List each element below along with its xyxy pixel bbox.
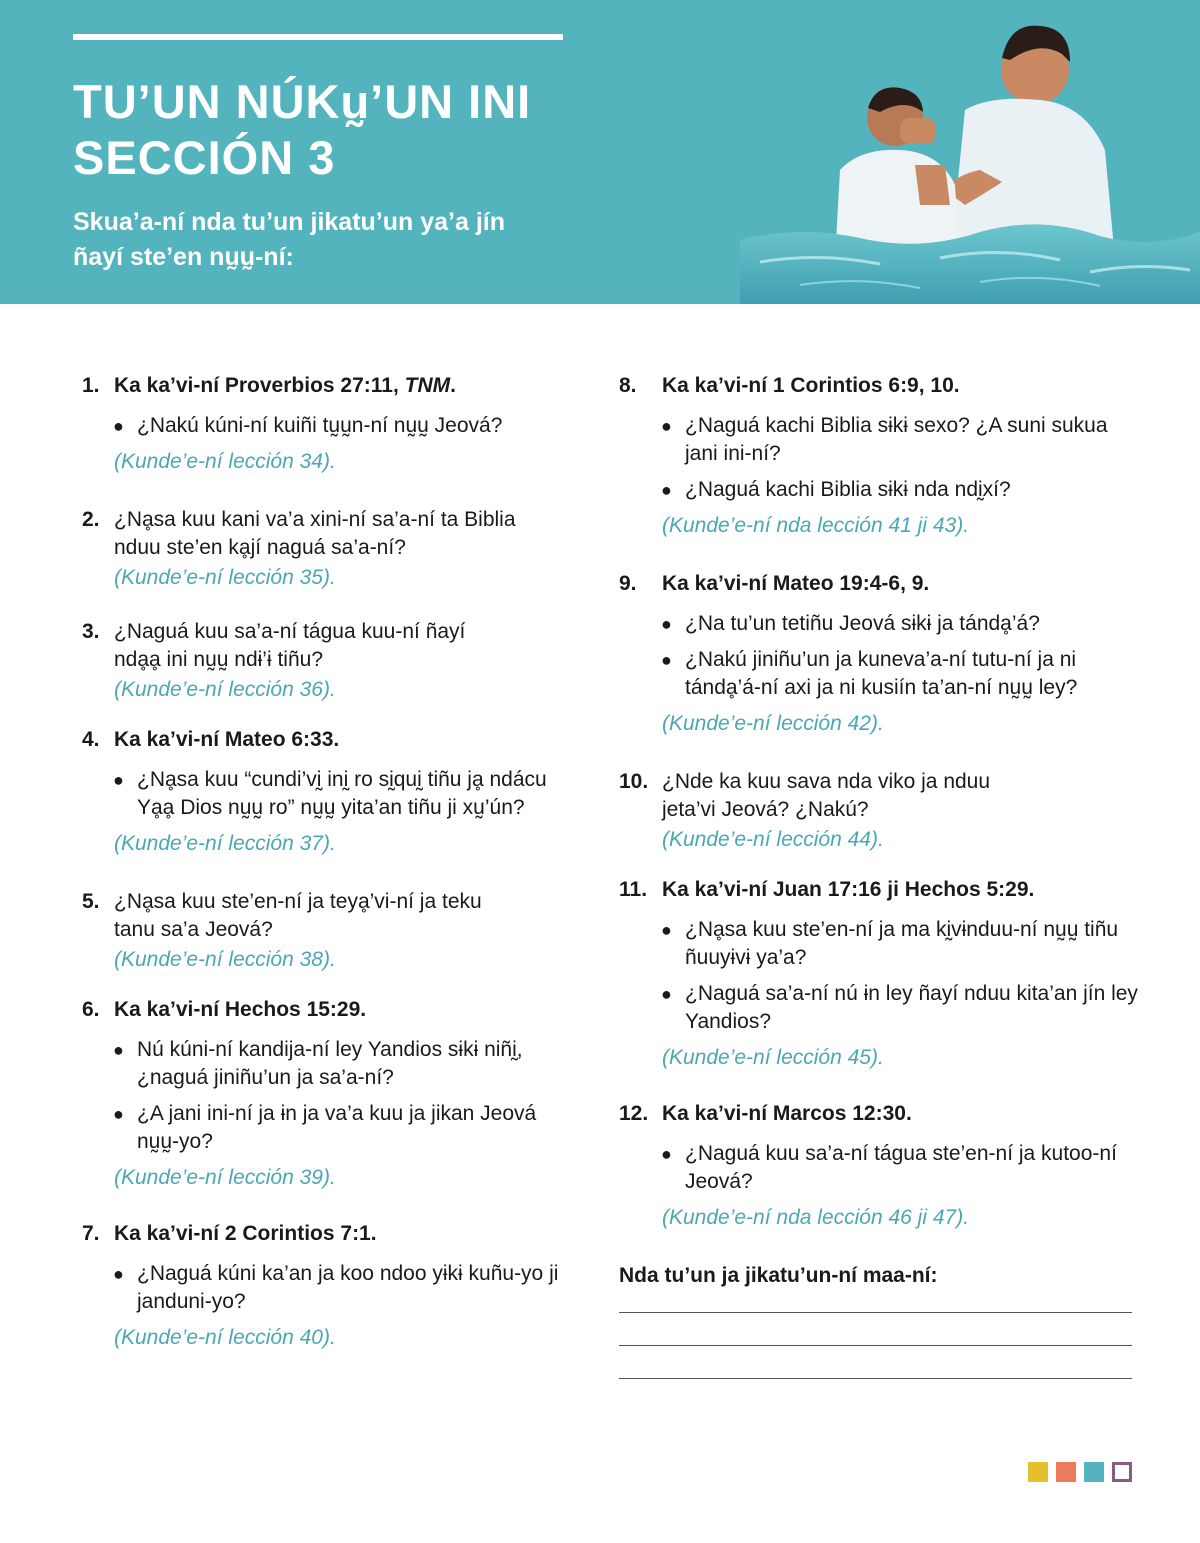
question-line: tanu sa’a Jeová?: [114, 918, 273, 941]
bullet-dot-icon: ●: [661, 650, 672, 670]
lesson-reference: (Kunde’e-ní nda lección 46 ji 47).: [662, 1206, 970, 1229]
question-heading-em: TNM: [404, 374, 451, 397]
bullet-item: [619, 476, 1139, 504]
question-text: [82, 996, 582, 1024]
bullet-text: ¿Na tu’un tetiñu Jeová sɨkɨ ja tándḁ’á?: [685, 612, 1040, 635]
question-item: [82, 996, 582, 1192]
question-bullets: [619, 916, 1139, 1036]
question-number: 2.: [82, 508, 100, 531]
bullet-dot-icon: ●: [661, 1144, 672, 1164]
question-text: [82, 888, 582, 944]
lesson-reference: (Kunde’e-ní lección 38).: [114, 948, 336, 971]
bullet-item: [82, 766, 582, 822]
question-text: [82, 618, 582, 674]
question-bullets: [82, 1036, 582, 1156]
question-bullets: [82, 766, 582, 822]
question-heading: Ka ka’vi-ní Marcos 12:30.: [662, 1102, 912, 1125]
bullet-dot-icon: ●: [661, 984, 672, 1004]
lesson-reference: (Kunde’e-ní lección 44).: [662, 828, 884, 851]
question-text: [619, 1100, 1139, 1128]
bullet-dot-icon: ●: [661, 480, 672, 500]
question-text: [619, 372, 1139, 400]
question-heading: Ka ka’vi-ní Hechos 15:29.: [114, 998, 367, 1021]
question-heading: Ka ka’vi-ní Juan 17:16 ji Hechos 5:29.: [662, 878, 1035, 901]
question-heading: Ka ka’vi-ní Proverbios 27:11,: [114, 374, 405, 397]
lesson-reference: (Kunde’e-ní lección 34).: [114, 450, 336, 473]
page-title: [73, 74, 693, 186]
question-bullets: [619, 1140, 1139, 1196]
bullet-item: [619, 412, 1139, 468]
question-item: [619, 570, 1139, 738]
question-text: [619, 768, 1139, 824]
lesson-reference: (Kunde’e-ní lección 39).: [114, 1166, 336, 1189]
question-heading: Ka ka’vi-ní 1 Corintios 6:9, 10.: [662, 374, 960, 397]
bullet-text: Nú kúni-ní kandija-ní ley Yandios sɨkɨ niñḭ, ¿naguá jiniñu’un ja sa’a-ní?: [137, 1038, 523, 1089]
lesson-reference: (Kunde’e-ní nda lección 41 ji 43).: [662, 514, 970, 537]
question-line: ¿Nde ka kuu sava nda viko ja nduu: [662, 770, 991, 793]
note-blank-line: [619, 1312, 1132, 1313]
bullet-text: ¿Naguá kachi Biblia sɨkɨ sexo? ¿A suni sukua jani ini-ní?: [685, 414, 1108, 465]
question-item: [82, 618, 582, 704]
question-item: [82, 372, 582, 476]
bullet-dot-icon: ●: [113, 770, 124, 790]
bullet-dot-icon: ●: [113, 1040, 124, 1060]
lesson-reference: (Kunde’e-ní lección 42).: [662, 712, 884, 735]
question-heading-tail: .: [450, 374, 456, 397]
questions-right-column: [619, 372, 1139, 1379]
subtitle-line-2: ñayí ste’en nṵṵ-ní:: [73, 243, 294, 271]
question-line: nduu ste’en kḁjí naguá sa’a-ní?: [114, 536, 406, 559]
question-bullets: [619, 412, 1139, 504]
color-square: [1056, 1462, 1076, 1482]
header-rule: [73, 34, 563, 40]
question-number: 6.: [82, 998, 100, 1021]
section-header: [0, 0, 1200, 304]
question-text: [82, 506, 582, 562]
subtitle-line-1: Skua’a-ní nda tu’un jikatu’un ya’a jín: [73, 208, 506, 236]
question-item: [619, 768, 1139, 854]
question-bullets: [619, 610, 1139, 702]
title-line-2: SECCIÓN 3: [73, 131, 336, 184]
bullet-item: [619, 980, 1139, 1036]
question-item: [619, 876, 1139, 1072]
question-item: [82, 1220, 582, 1352]
question-item: [82, 506, 582, 592]
question-text: [619, 876, 1139, 904]
notes-label: Nda tu’un ja jikatu’un-ní maa-ní:: [619, 1264, 938, 1287]
color-square: [1112, 1462, 1132, 1482]
question-number: 8.: [619, 374, 637, 397]
bullet-text: ¿Naguá sa’a-ní nú ɨn ley ñayí nduu kita’an jín ley Yandios?: [685, 982, 1138, 1033]
question-text: [619, 570, 1139, 598]
bullet-text: ¿Naguá kuu sa’a-ní tágua ste’en-ní ja kutoo-ní Jeová?: [685, 1142, 1117, 1193]
bullet-text: ¿Naguá kúni ka’an ja koo ndoo yɨkɨ kuñu-yo ji janduni-yo?: [137, 1262, 559, 1313]
question-bullets: [82, 412, 582, 440]
bullet-item: [82, 1036, 582, 1092]
question-item: [619, 372, 1139, 540]
question-number: 3.: [82, 620, 100, 643]
color-square: [1084, 1462, 1104, 1482]
bullet-text: ¿Nḁsa kuu ste’en-ní ja ma kḭvɨnduu-ní nṵṵ tiñu ñuuyɨvɨ ya’a?: [685, 918, 1119, 969]
bullet-item: [82, 412, 582, 440]
question-number: 9.: [619, 572, 637, 595]
question-line: jeta’vi Jeová? ¿Nakú?: [662, 798, 869, 821]
lesson-reference: (Kunde’e-ní lección 35).: [114, 566, 336, 589]
bullet-text: ¿A jani ini-ní ja ɨn ja va’a kuu ja jikan Jeová nṵṵ-yo?: [137, 1102, 537, 1153]
question-line: ndḁḁ ini nṵṵ ndɨ’ɨ tiñu?: [114, 648, 323, 671]
bullet-item: [619, 646, 1139, 702]
bullet-text: ¿Nakú kúni-ní kuiñi tṵṵn-ní nṵṵ Jeová?: [137, 414, 503, 437]
bullet-item: [619, 916, 1139, 972]
question-item: [619, 1100, 1139, 1232]
question-text: [82, 372, 582, 400]
bullet-item: [619, 1140, 1139, 1196]
question-heading: Ka ka’vi-ní 2 Corintios 7:1.: [114, 1222, 377, 1245]
bullet-item: [619, 610, 1139, 638]
question-number: 5.: [82, 890, 100, 913]
questions-left-column: [82, 372, 582, 1352]
page-subtitle: [73, 205, 633, 275]
question-item: [82, 726, 582, 858]
bullet-dot-icon: ●: [113, 1264, 124, 1284]
question-line: ¿Nḁsa kuu kani va’a xini-ní sa’a-ní ta Biblia: [114, 508, 516, 531]
bullet-dot-icon: ●: [661, 920, 672, 940]
question-line: ¿Nḁsa kuu ste’en-ní ja teyḁ’vi-ní ja teku: [114, 890, 482, 913]
bullet-text: ¿Nḁsa kuu “cundi’vḭ inḭ ro sḭquḭ tiñu jḁ ndácu Yḁḁ Dios nṵṵ ro” nṵṵ yita’an tiñu ji xṵ’ún?: [137, 768, 547, 819]
bullet-item: [82, 1100, 582, 1156]
bullet-dot-icon: ●: [661, 416, 672, 436]
bullet-dot-icon: ●: [661, 614, 672, 634]
baptism-illustration: [740, 0, 1200, 304]
question-number: 7.: [82, 1222, 100, 1245]
lesson-reference: (Kunde’e-ní lección 40).: [114, 1326, 336, 1349]
title-line-1: TU’UN NÚKṵ’UN INI: [73, 75, 532, 128]
question-number: 12.: [619, 1102, 649, 1125]
question-heading: Ka ka’vi-ní Mateo 6:33.: [114, 728, 340, 751]
note-blank-line: [619, 1378, 1132, 1379]
question-text: [82, 1220, 582, 1248]
bullet-text: ¿Nakú jiniñu’un ja kuneva’a-ní tutu-ní ja ni tándḁ’á-ní axi ja ni kusiín ta’an-ní nṵṵ ley?: [685, 648, 1078, 699]
bullet-dot-icon: ●: [113, 416, 124, 436]
bullet-text: ¿Naguá kachi Biblia sɨkɨ nda ndḭxí?: [685, 478, 1011, 501]
question-text: [82, 726, 582, 754]
question-bullets: [82, 1260, 582, 1316]
question-line: ¿Naguá kuu sa’a-ní tágua kuu-ní ñayí: [114, 620, 466, 643]
color-square: [1028, 1462, 1048, 1482]
question-number: 10.: [619, 770, 649, 793]
question-number: 1.: [82, 374, 100, 397]
bullet-dot-icon: ●: [113, 1104, 124, 1124]
lesson-reference: (Kunde’e-ní lección 37).: [114, 832, 336, 855]
lesson-reference: (Kunde’e-ní lección 36).: [114, 678, 336, 701]
lesson-reference: (Kunde’e-ní lección 45).: [662, 1046, 884, 1069]
question-number: 11.: [619, 878, 648, 901]
question-item: [82, 888, 582, 974]
question-heading: Ka ka’vi-ní Mateo 19:4-6, 9.: [662, 572, 930, 595]
question-number: 4.: [82, 728, 100, 751]
note-blank-line: [619, 1345, 1132, 1346]
bullet-item: [82, 1260, 582, 1316]
